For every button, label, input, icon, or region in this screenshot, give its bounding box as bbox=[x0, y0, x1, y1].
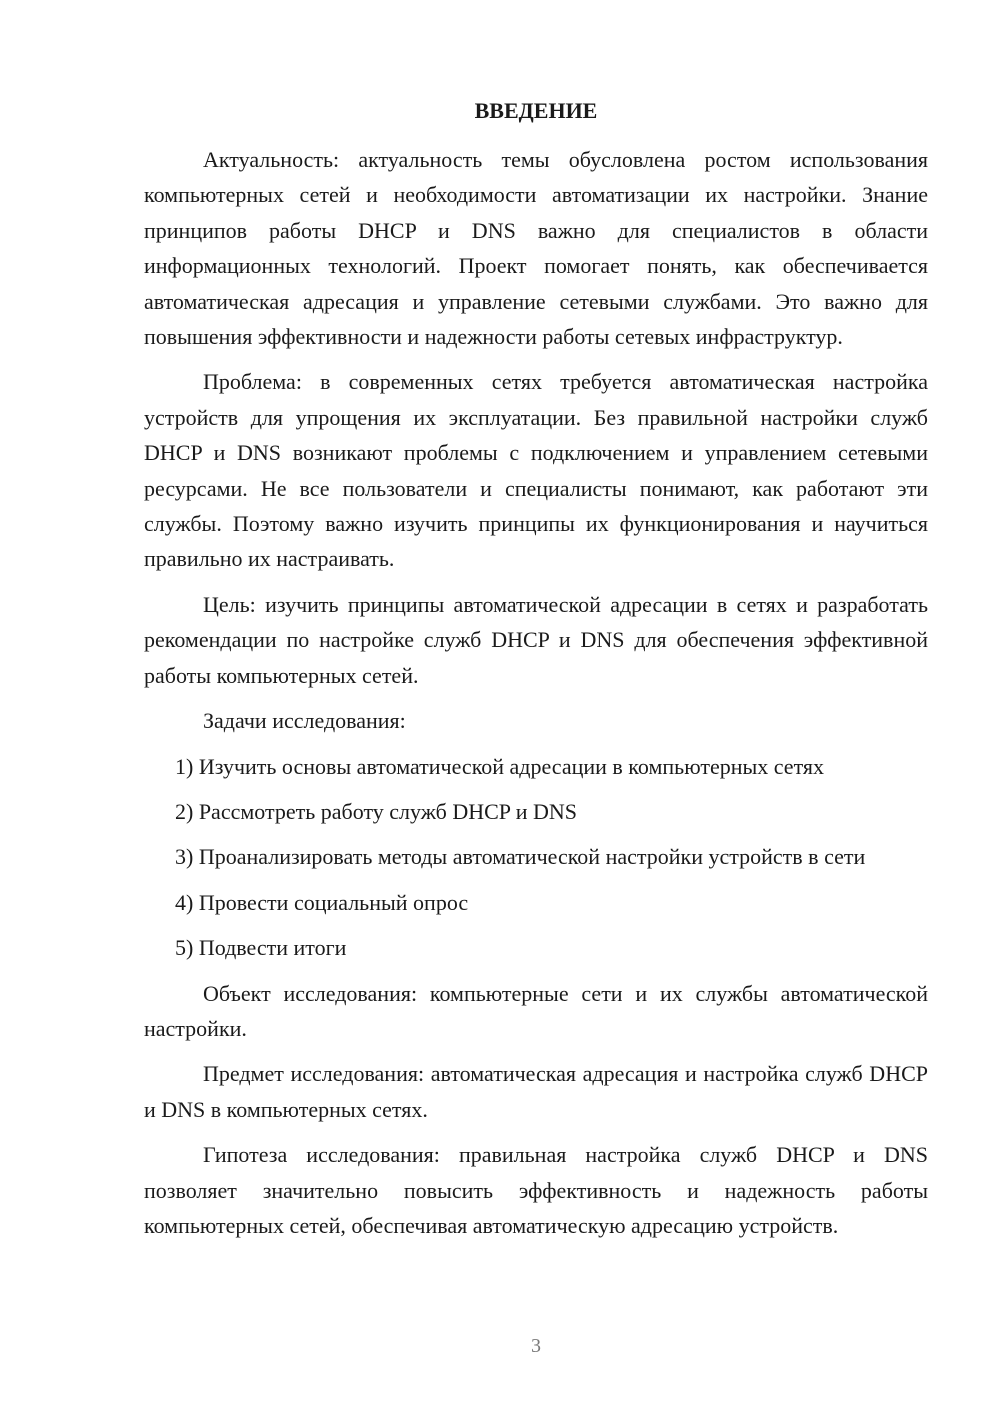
task-item-4: 4) Провести социальный опрос bbox=[175, 889, 469, 915]
task-item-1: 1) Изучить основы автоматической адресации в компьютерных сетях bbox=[175, 753, 825, 779]
object-paragraph: Объект исследования: компьютерные сети и их службы автоматической настройки. bbox=[144, 980, 928, 1041]
page-title: ВВЕДЕНИЕ bbox=[474, 98, 598, 123]
tasks-title: Задачи исследования: bbox=[203, 708, 406, 734]
subject-paragraph: Предмет исследования: автоматическая адресация и настройка служб DHCP и DNS в компьютерных сетях. bbox=[144, 1061, 928, 1122]
relevance-paragraph: Актуальность: актуальность темы обусловлена ростом использования компьютерных сетей и необходимости автоматизации их настройки. Знание принципов работы DHCP и DNS важно для специалистов в области информационных технологий. Проект помогает понять, как обеспечивается автоматическая адресация и управление сетевыми службами. Это важно для повышения эффективности и надежности работы сетевых инфраструктур. bbox=[144, 147, 928, 350]
task-item-2: 2) Рассмотреть работу служб DHCP и DNS bbox=[175, 798, 577, 824]
problem-paragraph: Проблема: в современных сетях требуется автоматическая настройка устройств для упрощения их эксплуатации. Без правильной настройки служб DHCP и DNS возникают проблемы с подключением и управлением сетевыми ресурсами. Не все пользователи и специалисты понимают, как работают эти службы. Поэтому важно изучить принципы их функционирования и научиться правильно их настраивать. bbox=[144, 369, 928, 572]
document-page bbox=[144, 94, 928, 1253]
hypothesis-paragraph: Гипотеза исследования: правильная настройка служб DHCP и DNS позволяет значительно повысить эффективность и надежность работы компьютерных сетей, обеспечивая автоматическую адресацию устройств. bbox=[144, 1142, 928, 1238]
task-item-3: 3) Проанализировать методы автоматической настройки устройств в сети bbox=[175, 844, 866, 870]
task-item-5: 5) Подвести итоги bbox=[175, 935, 347, 961]
page-number: 3 bbox=[531, 1335, 541, 1357]
goal-paragraph: Цель: изучить принципы автоматической адресации в сетях и разработать рекомендации по настройке служб DHCP и DNS для обеспечения эффективной работы компьютерных сетей. bbox=[144, 591, 928, 688]
